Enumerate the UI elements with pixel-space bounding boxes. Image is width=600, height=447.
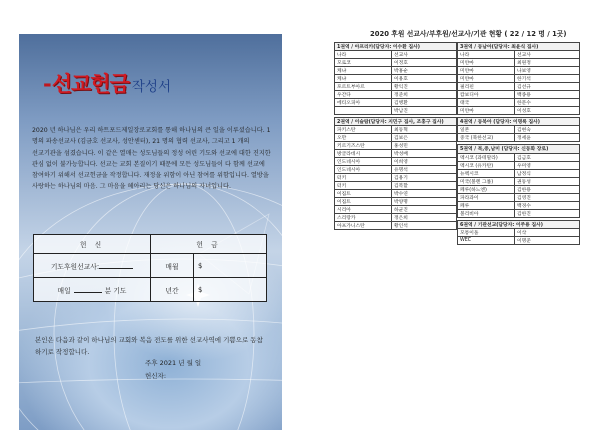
missionary-cell: 권동성 (515, 177, 580, 185)
country-cell: 볼리비아 (458, 209, 515, 217)
header-offering: 헌 금 (151, 235, 267, 254)
missionary-cell: 정은희 (392, 214, 457, 222)
intro-paragraph: 2020 년 하나님은 우리 하트포드제일장로교회를 통해 하나님의 큰 일을 이루셨습니다. 1 명의 파송선교사 (김금호 선교사, 성안센터), 21 명의 협력 선교사, 그리고 1 개의 선교기관을 섬겼습니다. 이 같은 열매는 성도님들의 정성 어린 기도와 선교에 대한 진지한 관심 없이 불가능합니다. 선교는 교회 본질이기 때문에 모든 성도님들이 다 함께 선교에 참여하기 위해서 선교헌금을 작정합니다. 재정을 위함이 아닌 참여를 위함입니다. 열방을 사랑하는 하나님의 마음. 그 마음을 헤아리는 당신은 하나님의 자녀입니다. (32, 127, 271, 191)
table-row (458, 83, 580, 91)
table-row (335, 75, 457, 83)
missionary-cell: 박홍순 (392, 67, 457, 75)
missionary-cell: 유명석 (392, 166, 457, 174)
missionary-cell: 김복할 (392, 182, 457, 190)
missionary-cell: 김선규 (515, 83, 580, 91)
country-cell: 캄보디아 (458, 91, 515, 99)
region-header: 1권역 / 아프리카(담당자: 이수환 집사) (335, 43, 457, 51)
missionary-cell: 나보영 (515, 67, 580, 75)
missionary-cell: 정준희 (392, 91, 457, 99)
column-header-row (335, 51, 457, 59)
daily-prayer-suffix: 분 기도 (104, 286, 127, 295)
yearly-amount-field[interactable] (194, 278, 267, 302)
region-header-row (458, 43, 580, 51)
region-table-right-3 (457, 144, 580, 217)
table-row (458, 126, 580, 134)
country-cell: 케냐 (335, 75, 392, 83)
country-column-header: 나라 (335, 51, 392, 59)
table-row (458, 209, 580, 217)
country-cell: 우간다 (335, 91, 392, 99)
missionary-cell: 김보은 (392, 134, 457, 142)
region-header-row (458, 145, 580, 153)
country-cell: 스리랑카 (335, 214, 392, 222)
table-row (458, 99, 580, 107)
region-header: 4권역 / 동북아 (담당자: 이명록 집사) (458, 118, 580, 126)
missionary-cell: 백경수 (515, 201, 580, 209)
roster-title: 2020 후원 선교사/부후원/선교사/기관 현황 ( 22 / 12 명 / 1곳) (370, 30, 567, 38)
country-cell: 터키 (335, 174, 392, 182)
region-header: 5권역 / 북,중,남미 (담당자: 신동화 장로) (458, 145, 580, 153)
missionary-cell: 한문수 (515, 99, 580, 107)
table-row (458, 236, 580, 244)
missionary-cell: 최원정 (515, 59, 580, 67)
table-row (335, 150, 457, 158)
table-row (458, 153, 580, 161)
country-cell: 인도네시아 (335, 158, 392, 166)
title-main: 선교헌금 (51, 71, 129, 96)
daily-prayer-prefix: 매일 (57, 286, 71, 295)
country-cell: 케냐 (335, 67, 392, 75)
form-title (43, 68, 171, 98)
missionary-cell: 한기석 (515, 75, 580, 83)
region-header-row (335, 118, 457, 126)
missionary-cell: 박남진 (392, 107, 457, 115)
missionary-cell: 박성배 (392, 150, 457, 158)
country-cell: 필리핀 (458, 83, 515, 91)
region-header: 3권역 / 동남아(담당자: 최윤식 집사) (458, 43, 580, 51)
country-cell: 아프가니스탄 (335, 222, 392, 230)
missionary-cell: 최동혁 (392, 126, 457, 134)
column-header-row (458, 51, 580, 59)
region-table-right-2 (457, 117, 580, 142)
missionary-cell: 김병환 (392, 99, 457, 107)
missionary-cell: 김금호 (515, 153, 580, 161)
table-row (335, 99, 457, 107)
country-cell: 미얀마 (458, 67, 515, 75)
table-row (335, 67, 457, 75)
table-row (335, 222, 457, 230)
country-cell: 에티오피아 (335, 99, 392, 107)
country-cell: 뉴멕시코 (458, 169, 515, 177)
table-row (458, 91, 580, 99)
country-cell: 미얀마 (458, 107, 515, 115)
country-cell: 미얀마 (458, 59, 515, 67)
table-row (458, 107, 580, 115)
country-cell (335, 107, 392, 115)
date-line: 주후 2021 년 월 일 (145, 359, 202, 367)
table-row (335, 174, 457, 182)
country-cell: 미얀마 (458, 75, 515, 83)
table-row (458, 134, 580, 142)
region-header: 2권역 / 이슬람(담당자: 지민구 집사, 조홍구 집사) (335, 118, 457, 126)
prayer-missionary-label: 기도후원선교사: (50, 262, 100, 271)
region-header: 6권역 / 기관선교(담당자: 이주용 집사) (458, 220, 580, 228)
missionary-cell: 황익진 (392, 83, 457, 91)
table-row (335, 206, 457, 214)
country-cell: 포르트부아르 (335, 83, 392, 91)
country-cell: 오만 (335, 134, 392, 142)
country-cell: 시리아 (335, 206, 392, 214)
table-row (335, 158, 457, 166)
table-row (458, 177, 580, 185)
roster-left-column (334, 42, 457, 232)
region-table-left-1 (334, 42, 457, 115)
missionary-cell: 이성호 (515, 107, 580, 115)
region-table-right-4 (457, 220, 580, 245)
missionary-cell: 박양명 (392, 198, 457, 206)
yearly-currency: $ (198, 285, 203, 294)
missionary-cell: 박수연 (392, 190, 457, 198)
country-cell: 방글라데시 (335, 150, 392, 158)
title-sub: 작성서 (131, 79, 171, 95)
prayer-missionary-blank[interactable] (99, 262, 133, 269)
country-cell: 터키 (335, 182, 392, 190)
table-row (458, 161, 580, 169)
country-cell: 태국 (458, 99, 515, 107)
missionary-cell: 이희영 (392, 158, 457, 166)
table-row (335, 59, 457, 67)
table-row (458, 228, 580, 236)
region-header-row (458, 118, 580, 126)
missionary-column-header: 선교사 (515, 51, 580, 59)
table-row (335, 91, 457, 99)
table-row (335, 107, 457, 115)
table-row (458, 201, 580, 209)
country-cell: 파키스탄 (335, 126, 392, 134)
country-cell: 파라과이 (458, 193, 515, 201)
missionary-cell: 김영진 (515, 193, 580, 201)
commitment-statement: 본인은 다음과 같이 하나님의 교회와 복음 전도를 위한 선교사역에 기쁨으로 동참하기로 작정합니다. (35, 336, 263, 356)
missionary-cell: 우미영 (515, 161, 580, 169)
missionary-cell: 이명준 (515, 236, 580, 244)
table-row (458, 59, 580, 67)
country-cell: WEC (458, 236, 515, 244)
missionary-cell: 김한용 (515, 185, 580, 193)
pledge-form-page (19, 34, 282, 430)
country-cell: 멕시코 (유카탄) (458, 161, 515, 169)
table-row (335, 182, 457, 190)
header-devotion: 헌 신 (34, 235, 151, 254)
missionary-cell: 김용기 (392, 174, 457, 182)
table-row (335, 134, 457, 142)
monthly-label: 매월 (151, 254, 194, 278)
country-cell: 모로코 (335, 59, 392, 67)
missionary-cell: 이정호 (392, 59, 457, 67)
signer-label: 헌신자: (145, 372, 167, 380)
missionary-cell: 김한진 (515, 209, 580, 217)
table-row (458, 193, 580, 201)
monthly-currency: $ (198, 261, 203, 270)
country-cell: 미국(볼렌 그룹) (458, 177, 515, 185)
country-cell: 페루(하느엔) (458, 185, 515, 193)
country-cell: 이집트 (335, 190, 392, 198)
missionary-cell: 황인석 (392, 222, 457, 230)
region-table-right-1 (457, 42, 580, 115)
country-cell: 멕시코 (과테말라) (458, 153, 515, 161)
country-cell: 이집트 (335, 198, 392, 206)
missionary-cell: 하균진 (392, 206, 457, 214)
missionary-cell: 이용호 (392, 75, 457, 83)
table-row (335, 83, 457, 91)
missionary-cell: 김현숙 (515, 126, 580, 134)
monthly-amount-field[interactable] (194, 254, 267, 278)
missionary-cell: 이삭 (515, 228, 580, 236)
table-row (458, 67, 580, 75)
region-table-left-2 (334, 117, 457, 230)
table-row (335, 142, 457, 150)
table-row (335, 166, 457, 174)
table-row (458, 169, 580, 177)
table-row (335, 190, 457, 198)
country-cell: 모통이돌 (458, 228, 515, 236)
table-row (335, 198, 457, 206)
table-row (335, 214, 457, 222)
missionary-cell: 정세윤 (515, 134, 580, 142)
country-cell: 중국 (북한선교) (458, 134, 515, 142)
region-header-row (458, 220, 580, 228)
daily-prayer-cell[interactable] (34, 278, 151, 302)
missionary-cell: 홍성민 (392, 142, 457, 150)
region-header-row (335, 43, 457, 51)
country-cell: 인도네시아 (335, 166, 392, 174)
table-row (458, 75, 580, 83)
title-dash: - (43, 72, 52, 96)
table-row (335, 126, 457, 134)
country-column-header: 나라 (458, 51, 515, 59)
country-cell: 페루 (458, 201, 515, 209)
yearly-label: 년간 (151, 278, 194, 302)
table-row (458, 185, 580, 193)
missionary-cell: 남정식 (515, 169, 580, 177)
roster-right-column (457, 42, 580, 247)
country-cell: 일본 (458, 126, 515, 134)
prayer-missionary-cell[interactable] (34, 254, 151, 278)
daily-prayer-blank[interactable] (74, 286, 102, 293)
pledge-table (33, 234, 267, 302)
missionary-column-header: 선교사 (392, 51, 457, 59)
missionary-cell: 백종용 (515, 91, 580, 99)
country-cell: 키르기즈스탄 (335, 142, 392, 150)
